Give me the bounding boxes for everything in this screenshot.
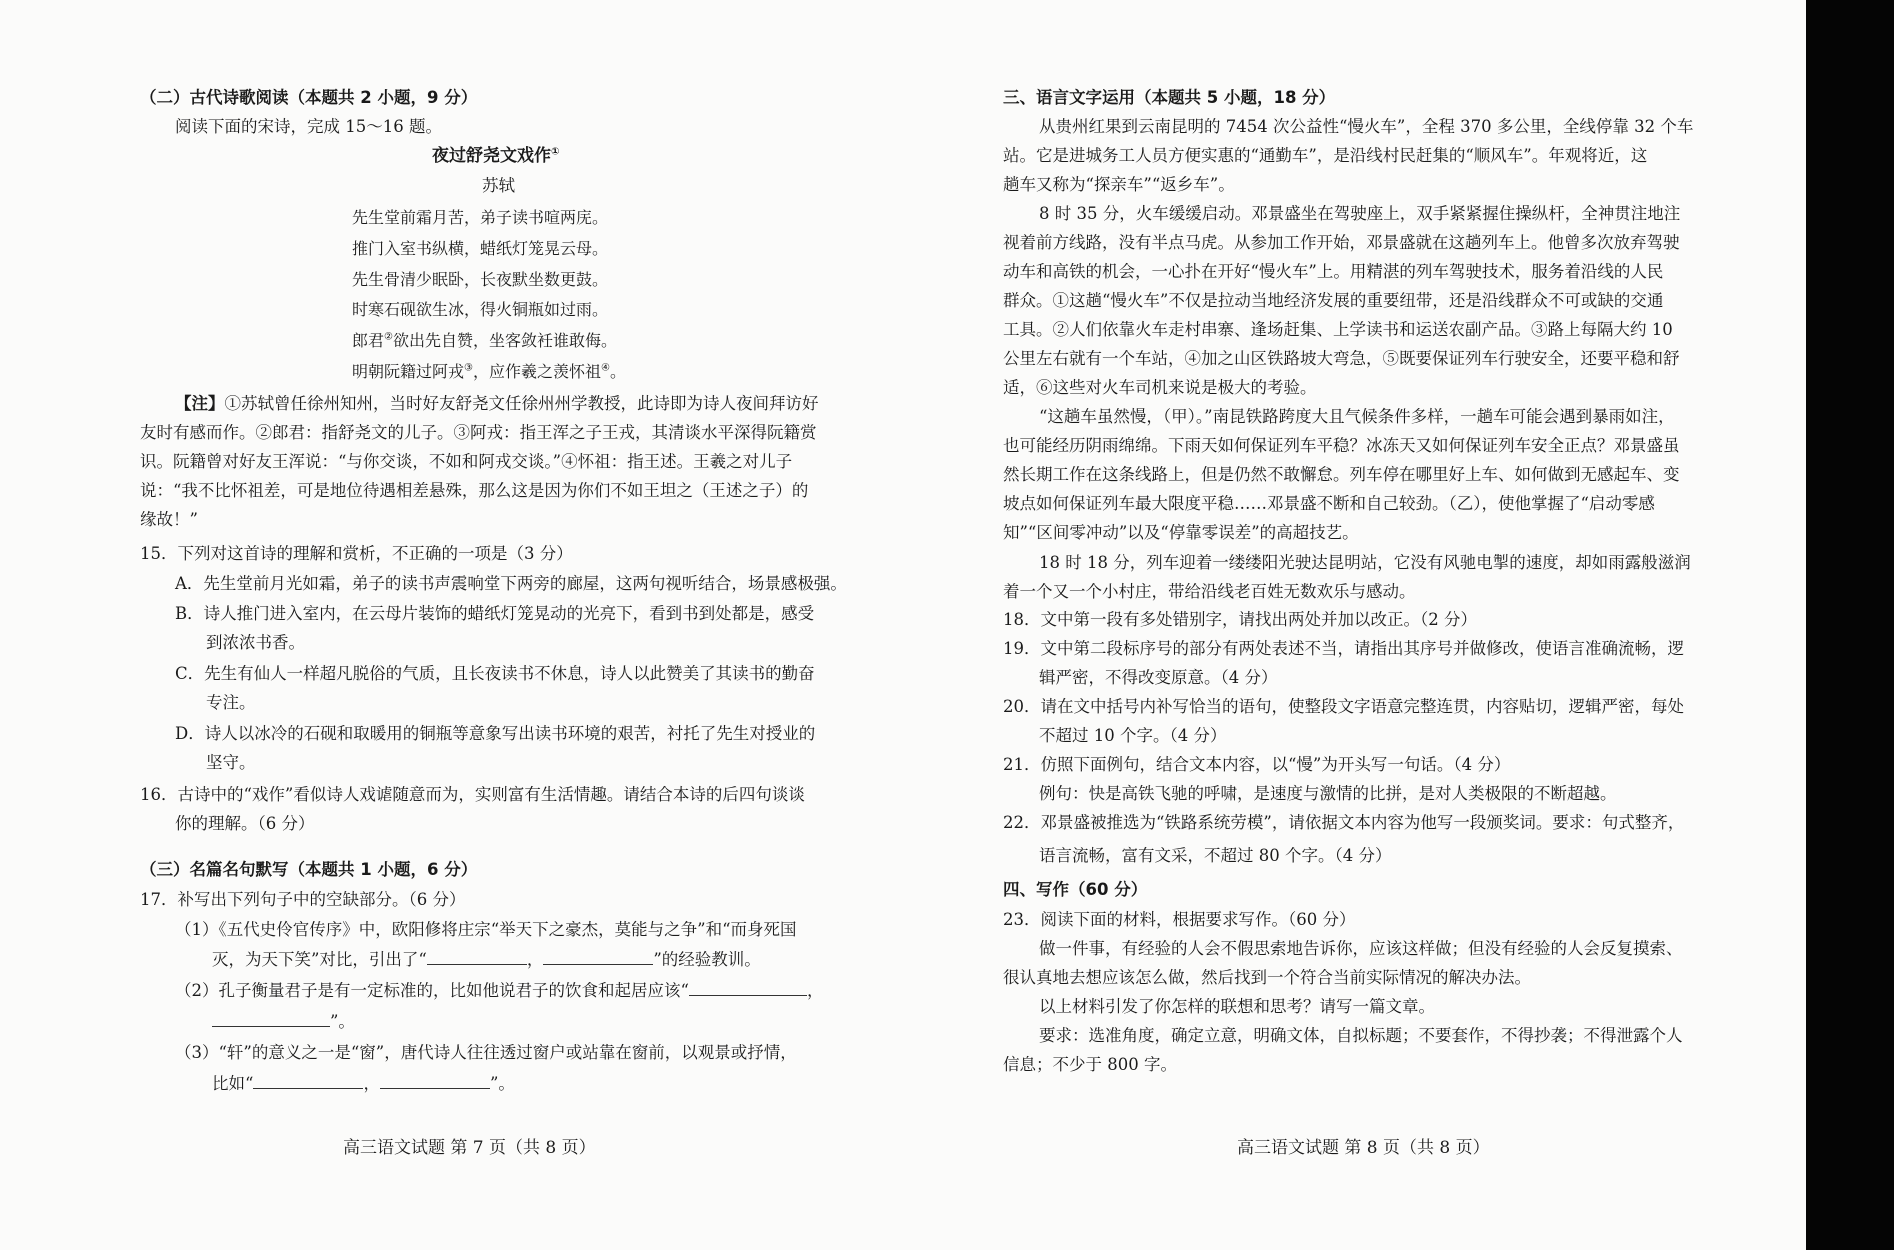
poem-note-line: 友时有感而作。②郎君：指舒尧文的儿子。③阿戎：指王浑之子王戎，其清谈水平深得阮籍赏 (140, 423, 817, 442)
question-20: 20．请在文中括号内补写恰当的语句，使整段文字语意完整连贯，内容贴切，逻辑严密，每处 (1003, 697, 1684, 716)
passage-line: 群众。①这趟“慢火车”不仅是拉动当地经济发展的重要纽带，还是沿线群众不可或缺的交通 (1003, 291, 1664, 310)
passage-line: 18 时 18 分，列车迎着一缕缕阳光驶达昆明站，它没有风驰电掣的速度，却如雨露般滋润 (1039, 553, 1691, 572)
q17-item-1: （1）《五代史伶官传序》中，欧阳修将庄宗“举天下之豪杰，莫能与之争”和“而身死国 (175, 920, 797, 939)
passage-line: 公里左右就有一个车站，④加之山区铁路坡大弯急，⑤既要保证列车行驶安全，还要平稳和舒 (1003, 349, 1680, 368)
question-19-cont: 辑严密，不得改变原意。（4 分） (1039, 668, 1278, 687)
passage-line: 然长期工作在这条线路上，但是仍然不敢懈怠。列车停在哪里好上车、如何做到无感起车、变 (1003, 465, 1680, 484)
answer-blank[interactable] (543, 950, 653, 965)
passage-line: “这趟车虽然慢，（甲）。”南昆铁路跨度大且气候条件多样，一趟车可能会遇到暴雨如注， (1039, 407, 1675, 426)
passage-line: 动车和高铁的机会，一心扑在开好“慢火车”上。用精湛的列车驾驶技术，服务着沿线的人民 (1003, 262, 1664, 281)
material-line: 很认真地去想应该怎么做，然后找到一个符合当前实际情况的解决办法。 (1003, 968, 1531, 987)
question-17: 17．补写出下列句子中的空缺部分。（6 分） (140, 890, 466, 909)
q21-example: 例句：快是高铁飞驰的呼啸，是速度与激情的比拼，是对人类极限的不断超越。 (1039, 784, 1617, 803)
page-8 (1003, 0, 1723, 1250)
writing-requirements-cont: 信息；不少于 800 字。 (1003, 1055, 1177, 1074)
q17-item-1-cont: 灭，为天下笑”对比，引出了“ ， ”的经验教训。 (212, 950, 761, 969)
passage-line: 适，⑥这些对火车司机来说是极大的考验。 (1003, 378, 1317, 397)
question-22: 22．邓景盛被推选为“铁路系统劳模”，请依据文本内容为他写一段颁奖词。要求：句式整齐， (1003, 813, 1685, 832)
poem-line: 明朝阮籍过阿戎③，应作羲之羡怀祖④。 (352, 362, 626, 381)
passage-line: 着一个又一个小村庄，带给沿线老百姓无数欢乐与感动。 (1003, 582, 1416, 601)
q17-item-2-cont: ”。 (212, 1012, 355, 1032)
passage-line: 8 时 35 分，火车缓缓启动。邓景盛坐在驾驶座上，双手紧紧握住操纵杆，全神贯注地注 (1039, 204, 1681, 223)
answer-blank[interactable] (427, 950, 527, 965)
passage-line: 趟车又称为“探亲车”“返乡车”。 (1003, 175, 1235, 194)
material-line: 做一件事，有经验的人会不假思索地告诉你，应该这样做；但没有经验的人会反复摸索、 (1039, 939, 1683, 958)
question-19: 19．文中第二段标序号的部分有两处表述不当，请指出其序号并做修改，使语言准确流畅，逻 (1003, 639, 1684, 658)
q15-option-b: B．诗人推门进入室内，在云母片装饰的蜡纸灯笼晃动的光亮下，看到书到处都是，感受 (175, 604, 815, 623)
question-22-cont: 语言流畅，富有文采，不超过 80 个字。（4 分） (1039, 846, 1392, 865)
poem-line: 先生骨清少眠卧，长夜默坐数更鼓。 (352, 270, 609, 289)
section-header-writing: 四、写作（60 分） (1003, 880, 1148, 899)
q17-item-2: （2）孔子衡量君子是有一定标准的，比如他说君子的饮食和起居应该“ ， (175, 981, 824, 1000)
poem-line: 郎君②欲出先自赞，坐客敛衽谁敢侮。 (352, 331, 617, 350)
question-16-cont: 你的理解。（6 分） (175, 814, 315, 833)
answer-blank[interactable] (380, 1074, 490, 1089)
answer-blank[interactable] (253, 1074, 363, 1089)
poem-note-line: 缘故！” (140, 510, 198, 529)
q15-option-d-cont: 坚守。 (206, 753, 256, 772)
scan-edge (1806, 0, 1894, 1250)
poem-note-line: 识。阮籍曾对好友王浑说：“与你交谈，不如和阿戎交谈。”④怀祖：指王述。王羲之对儿子 (140, 452, 793, 471)
q17-item-3-cont: 比如“ ， ”。 (212, 1074, 515, 1093)
section-header-language: 三、语言文字运用（本题共 5 小题，18 分） (1003, 88, 1336, 107)
poem-line: 先生堂前霜月苦，弟子读书喧两庑。 (352, 208, 609, 227)
passage-line: 坡点如何保证列车最大限度平稳……邓景盛不断和自己较劲。（乙），使他掌握了“启动零感 (1003, 494, 1655, 513)
section-header-poetry: （二）古代诗歌阅读（本题共 2 小题，9 分） (140, 88, 478, 107)
poem-line: 时寒石砚欲生冰，得火铜瓶如过雨。 (352, 300, 609, 319)
q15-option-b-cont: 到浓浓书香。 (206, 633, 305, 652)
writing-prompt: 以上材料引发了你怎样的联想和思考？请写一篇文章。 (1039, 997, 1435, 1016)
passage-line: 视着前方线路，没有半点马虎。从参加工作开始，邓景盛就在这趟列车上。他曾多次放弃驾驶 (1003, 233, 1680, 252)
page-footer: 高三语文试题 第 8 页（共 8 页） (1237, 1138, 1490, 1158)
poem-note-line: 说：“我不比怀祖差，可是地位待遇相差悬殊，那么这是因为你们不如王坦之（王述之子）的 (140, 481, 809, 500)
poem-line: 推门入室书纵横，蜡纸灯笼晃云母。 (352, 239, 609, 258)
question-16: 16．古诗中的“戏作”看似诗人戏谑随意而为，实则富有生活情趣。请结合本诗的后四句谈谈 (140, 785, 805, 804)
q15-option-a: A．先生堂前月光如霜，弟子的读书声震响堂下两旁的廊屋，这两句视听结合，场景感极强。 (175, 574, 847, 593)
q15-option-c: C．先生有仙人一样超凡脱俗的气质，且长夜读书不休息，诗人以此赞美了其读书的勤奋 (175, 664, 815, 683)
q15-option-c-cont: 专注。 (206, 693, 256, 712)
answer-blank[interactable] (212, 1012, 330, 1027)
q15-option-d: D．诗人以冰冷的石砚和取暖用的铜瓶等意象写出读书环境的艰苦，衬托了先生对授业的 (175, 724, 816, 743)
passage-line: 站。它是进城务工人员方便实惠的“通勤车”，是沿线村民赶集的“顺风车”。年观将近，这 (1003, 146, 1648, 165)
passage-line: 知”“区间零冲动”以及“停靠零误差”的高超技艺。 (1003, 523, 1359, 542)
passage-line: 从贵州红果到云南昆明的 7454 次公益性“慢火车”，全程 370 多公里，全线停靠 32 个车 (1039, 117, 1694, 136)
passage-line: 工具。②人们依靠火车走村串寨、逢场赶集、上学读书和运送农副产品。③路上每隔大约 10 (1003, 320, 1673, 339)
question-21: 21．仿照下面例句，结合文本内容，以“慢”为开头写一句话。（4 分） (1003, 755, 1511, 774)
page-7 (130, 0, 870, 1250)
page-footer: 高三语文试题 第 7 页（共 8 页） (343, 1138, 596, 1158)
question-23: 23．阅读下面的材料，根据要求写作。（60 分） (1003, 910, 1356, 929)
poetry-intro: 阅读下面的宋诗，完成 15～16 题。 (175, 117, 442, 136)
writing-requirements: 要求：选准角度，确定立意，明确文体，自拟标题；不要套作，不得抄袭；不得泄露个人 (1039, 1026, 1683, 1045)
question-18: 18．文中第一段有多处错别字，请找出两处并加以改正。（2 分） (1003, 610, 1477, 629)
answer-blank[interactable] (689, 981, 807, 996)
poem-note: 【注】①苏轼曾任徐州知州，当时好友舒尧文任徐州州学教授，此诗即为诗人夜间拜访好 (175, 394, 819, 413)
poem-title: 夜过舒尧文戏作① (432, 146, 560, 166)
question-15: 15．下列对这首诗的理解和赏析，不正确的一项是（3 分） (140, 544, 573, 563)
q17-item-3: （3）“轩”的意义之一是“窗”，唐代诗人往往透过窗户或站靠在窗前，以观景或抒情， (175, 1043, 797, 1062)
question-20-cont: 不超过 10 个字。（4 分） (1039, 726, 1227, 745)
section-header-recitation: （三）名篇名句默写（本题共 1 小题，6 分） (140, 860, 478, 879)
passage-line: 也可能经历阴雨绵绵。下雨天如何保证列车平稳？冰冻天又如何保证列车安全正点？邓景盛虽 (1003, 436, 1680, 455)
poem-author: 苏轼 (482, 176, 515, 195)
